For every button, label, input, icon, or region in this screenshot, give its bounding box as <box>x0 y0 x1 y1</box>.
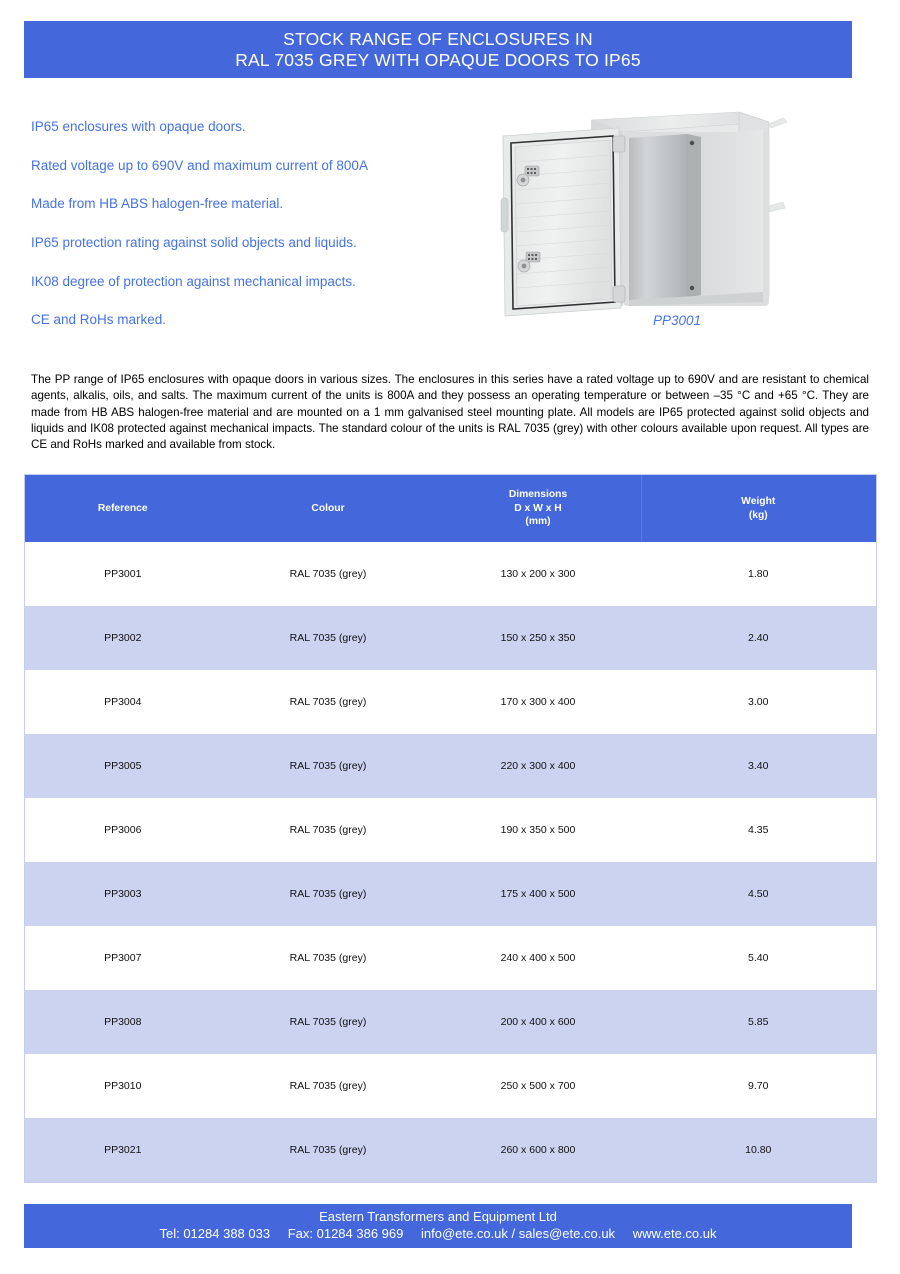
cell-reference: PP3005 <box>25 734 221 798</box>
cell-reference: PP3001 <box>25 542 221 606</box>
cell-weight: 2.40 <box>641 606 877 670</box>
cell-weight: 4.35 <box>641 798 877 862</box>
table-row <box>25 926 877 990</box>
specification-table <box>24 474 877 1183</box>
column-header-weight <box>641 475 877 543</box>
cell-colour: RAL 7035 (grey) <box>221 862 436 926</box>
cell-dimensions: 150 x 250 x 350 <box>436 606 641 670</box>
feature-item: IP65 protection rating against solid objects and liquids. <box>31 235 357 251</box>
column-header-label: Colour <box>311 502 345 514</box>
table-row <box>25 670 877 734</box>
column-header-label: Reference <box>97 502 148 514</box>
cell-dimensions: 190 x 350 x 500 <box>436 798 641 862</box>
footer-website[interactable]: www.ete.co.uk <box>632 1226 717 1241</box>
cell-dimensions: 175 x 400 x 500 <box>436 862 641 926</box>
page-title-banner <box>24 21 852 78</box>
column-header-sublabel: D x W x H <box>514 502 562 514</box>
cell-colour: RAL 7035 (grey) <box>221 990 436 1054</box>
table-row <box>25 990 877 1054</box>
cell-weight: 3.00 <box>641 670 877 734</box>
column-header-sublabel: (mm) <box>525 516 551 528</box>
cell-dimensions: 250 x 500 x 700 <box>436 1054 641 1118</box>
cell-dimensions: 200 x 400 x 600 <box>436 990 641 1054</box>
table-row <box>25 542 877 606</box>
table-row <box>25 862 877 926</box>
cell-reference: PP3021 <box>25 1118 221 1183</box>
cell-dimensions: 260 x 600 x 800 <box>436 1118 641 1183</box>
cell-colour: RAL 7035 (grey) <box>221 1118 436 1183</box>
cell-weight: 9.70 <box>641 1054 877 1118</box>
cell-weight: 1.80 <box>641 542 877 606</box>
product-description: The PP range of IP65 enclosures with opaque doors in various sizes. The enclosures in this series have a rated voltage up to 690V and are resistant to chemical agents, alkalis, oils, and salts. The maximum current of the units is 800A and they possess an operating temperature or between –35 °C and +65 °C. They are made from HB ABS halogen-free material and are mounted on a 1 mm galvanised steel mounting plate. All models are IP65 protected against solid objects and liquids and IK08 protected against mechanical impacts. The standard colour of the units is RAL 7035 (grey) with other colours available upon request. All types are CE and RoHs marked and available from stock. <box>31 372 869 452</box>
cell-reference: PP3007 <box>25 926 221 990</box>
table-row <box>25 798 877 862</box>
cell-weight: 5.40 <box>641 926 877 990</box>
feature-item: Made from HB ABS halogen-free material. <box>31 196 284 212</box>
cell-colour: RAL 7035 (grey) <box>221 542 436 606</box>
table-header <box>25 475 877 543</box>
page-footer <box>24 1204 852 1248</box>
footer-contact-line <box>152 1226 723 1243</box>
product-image <box>487 110 867 335</box>
column-header-sublabel: (kg) <box>748 509 768 521</box>
page-title-line-2: RAL 7035 GREY WITH OPAQUE DOORS TO IP65 <box>235 49 641 70</box>
table-header-row <box>25 475 877 543</box>
cell-colour: RAL 7035 (grey) <box>221 798 436 862</box>
footer-fax: Fax: 01284 386 969 <box>287 1226 404 1241</box>
feature-list <box>31 119 461 351</box>
cell-dimensions: 240 x 400 x 500 <box>436 926 641 990</box>
cell-dimensions: 220 x 300 x 400 <box>436 734 641 798</box>
cell-reference: PP3008 <box>25 990 221 1054</box>
cell-reference: PP3006 <box>25 798 221 862</box>
footer-company-name: Eastern Transformers and Equipment Ltd <box>319 1209 557 1225</box>
product-image-caption: PP3001 <box>652 313 702 328</box>
cell-colour: RAL 7035 (grey) <box>221 606 436 670</box>
table-row <box>25 734 877 798</box>
column-header-label: Weight <box>741 496 776 508</box>
cell-reference: PP3010 <box>25 1054 221 1118</box>
table-row <box>25 606 877 670</box>
column-header-colour <box>221 475 436 543</box>
page-title-line-1: STOCK RANGE OF ENCLOSURES IN <box>283 28 593 49</box>
cell-weight: 3.40 <box>641 734 877 798</box>
cell-colour: RAL 7035 (grey) <box>221 926 436 990</box>
cell-dimensions: 170 x 300 x 400 <box>436 670 641 734</box>
cell-dimensions: 130 x 200 x 300 <box>436 542 641 606</box>
feature-item: Rated voltage up to 690V and maximum current of 800A <box>31 157 368 173</box>
table-row <box>25 1118 877 1183</box>
column-header-dimensions <box>436 475 641 543</box>
cell-reference: PP3002 <box>25 606 221 670</box>
feature-item: IP65 enclosures with opaque doors. <box>31 119 246 134</box>
cell-weight: 10.80 <box>641 1118 877 1183</box>
cell-weight: 4.50 <box>641 862 877 926</box>
cell-colour: RAL 7035 (grey) <box>221 670 436 734</box>
table-body <box>25 542 877 1183</box>
feature-item: CE and RoHs marked. <box>31 312 167 328</box>
cell-colour: RAL 7035 (grey) <box>221 734 436 798</box>
footer-telephone: Tel: 01284 388 033 <box>159 1226 271 1241</box>
feature-item: IK08 degree of protection against mechanical impacts. <box>31 273 356 289</box>
cell-reference: PP3003 <box>25 862 221 926</box>
cell-colour: RAL 7035 (grey) <box>221 1054 436 1118</box>
cell-weight: 5.85 <box>641 990 877 1054</box>
footer-email[interactable]: info@ete.co.uk / sales@ete.co.uk <box>421 1226 616 1241</box>
column-header-reference <box>25 475 221 543</box>
column-header-label: Dimensions <box>508 489 568 501</box>
enclosure-illustration <box>487 110 867 335</box>
cell-reference: PP3004 <box>25 670 221 734</box>
table-row <box>25 1054 877 1118</box>
